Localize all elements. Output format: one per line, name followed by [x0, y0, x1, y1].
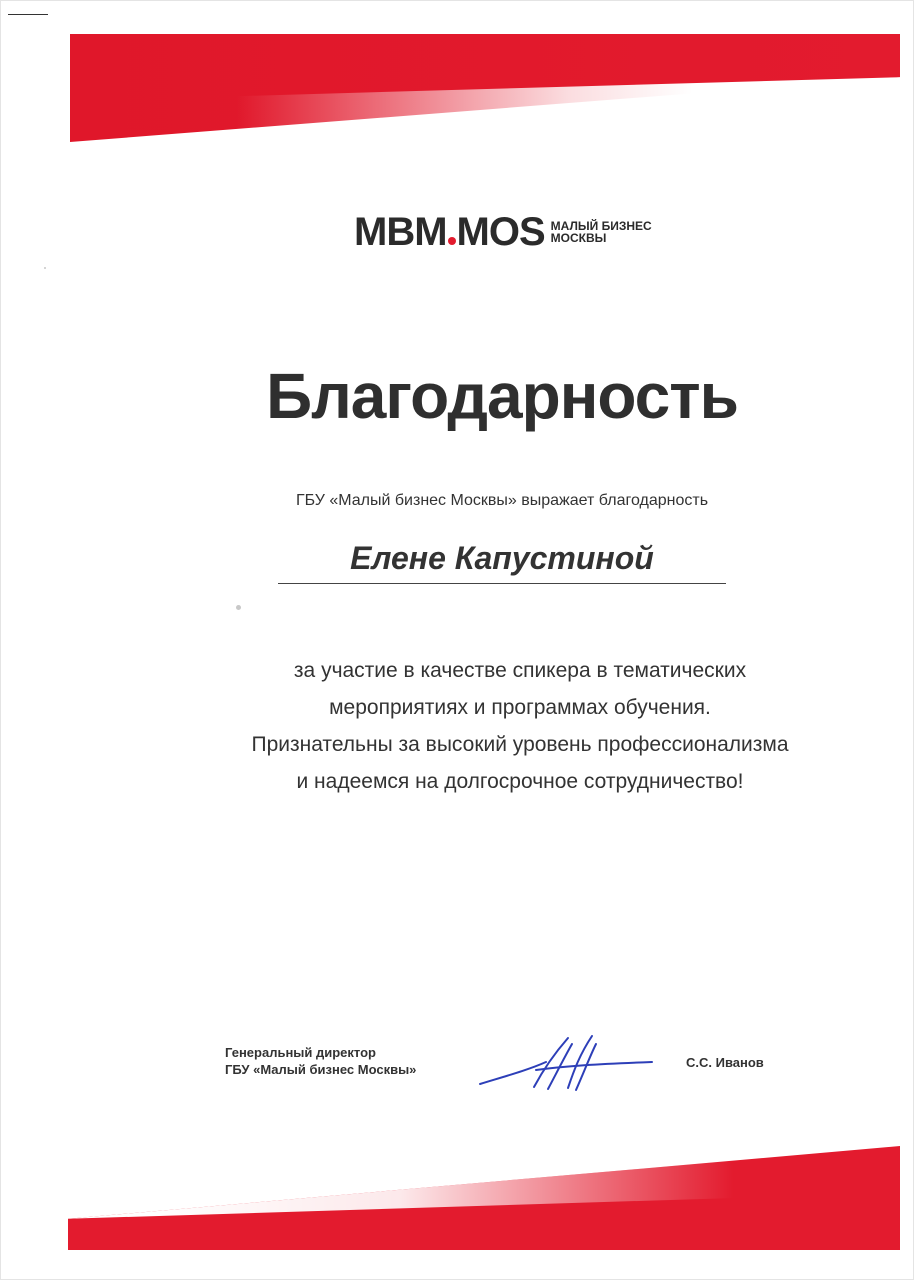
logo-tagline [551, 220, 652, 244]
logo-wordmark-right: MOS [456, 210, 545, 254]
body-line: Признательны за высокий уровень профессионализма [251, 733, 789, 756]
handwritten-signature [476, 1032, 656, 1094]
recipient-name: Елене Капустиной [350, 540, 654, 576]
scan-speck [236, 605, 241, 610]
scan-speck [44, 267, 46, 269]
signatory-role-line2: ГБУ «Малый бизнес Москвы» [225, 1062, 417, 1077]
recipient-underline [278, 583, 726, 584]
body-line: за участие в качестве спикера в тематических [293, 659, 747, 682]
logo-wordmark-left: MBM [354, 210, 447, 254]
signatory-name: С.С. Иванов [686, 1055, 764, 1070]
logo-wordmark [354, 212, 545, 252]
mbm-mos-logo [354, 210, 652, 254]
logo-red-dot [448, 237, 456, 245]
certificate-title: Благодарность [266, 360, 738, 432]
logo-tagline-line2: МОСКВЫ [550, 231, 607, 245]
logo-tagline-line1: МАЛЫЙ БИЗНЕС [550, 219, 652, 233]
signatory-role-line1: Генеральный директор [225, 1045, 376, 1060]
top-red-banner [70, 34, 900, 142]
bottom-red-banner [68, 1146, 900, 1250]
body-line: и надеемся на долгосрочное сотрудничество! [296, 770, 744, 793]
certificate-subtitle: ГБУ «Малый бизнес Москвы» выражает благодарность [295, 492, 709, 509]
body-line: мероприятиях и программах обучения. [329, 696, 711, 719]
scan-corner-mark [8, 14, 48, 15]
signatory-role [225, 1044, 416, 1078]
certificate-body [170, 652, 870, 800]
